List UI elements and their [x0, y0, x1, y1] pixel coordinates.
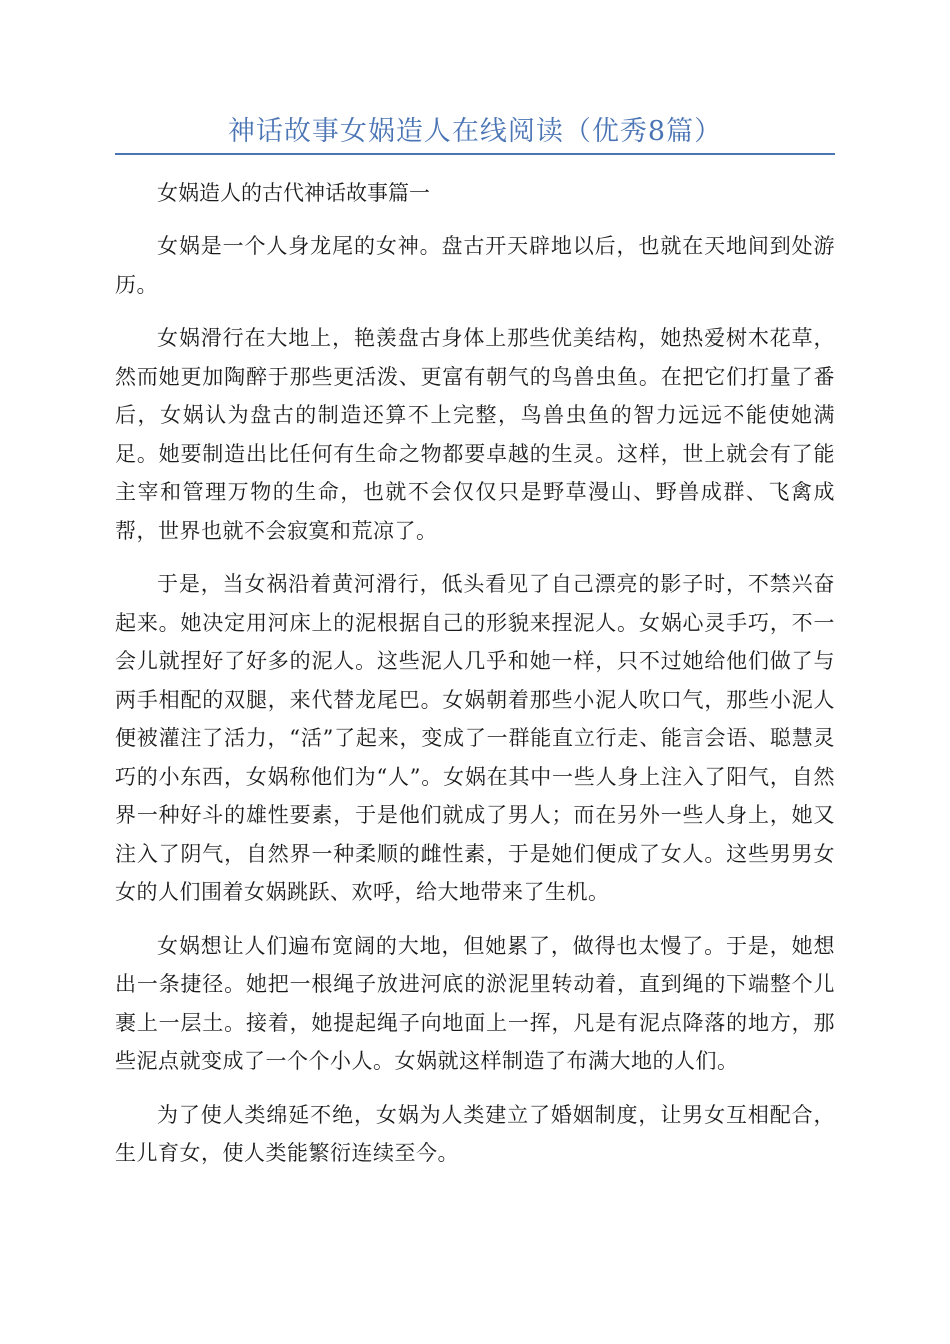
paragraph-5: 为了使人类绵延不绝，女娲为人类建立了婚姻制度，让男女互相配合，生儿育女，使人类能繁衍连续至今。	[115, 1102, 835, 1165]
paragraph-1: 女娲是一个人身龙尾的女神。盘古开天辟地以后，也就在天地间到处游历。	[115, 234, 835, 297]
title-underline	[115, 153, 835, 155]
section-heading: 女娲造人的古代神话故事篇一	[157, 181, 430, 205]
document-body	[115, 174, 835, 1188]
paragraph-4: 女娲想让人们遍布宽阔的大地，但她累了，做得也太慢了。于是，她想出一条捷径。她把一根绳子放进河底的淤泥里转动着，直到绳的下端整个儿裹上一层土。接着，她提起绳子向地面上一挥，凡是有泥点降落的地方，那些泥点就变成了一个个小人。女娲就这样制造了布满大地的人们。	[115, 933, 835, 1073]
page-title: 神话故事女娲造人在线阅读（优秀8篇）	[227, 116, 723, 147]
paragraph-2: 女娲滑行在大地上，艳羡盘古身体上那些优美结构，她热爱树木花草，然而她更加陶醉于那些更活泼、更富有朝气的鸟兽虫鱼。在把它们打量了番后，女娲认为盘古的制造还算不上完整，鸟兽虫鱼的智力远远不能使她满足。她要制造出比任何有生命之物都要卓越的生灵。这样，世上就会有了能主宰和管理万物的生命，也就不会仅仅只是野草漫山、野兽成群、飞禽成帮，世界也就不会寂寞和荒凉了。	[115, 326, 835, 543]
paragraph-3: 于是，当女祸沿着黄河滑行，低头看见了自己漂亮的影子时，不禁兴奋起来。她决定用河床上的泥根据自己的形貌来捏泥人。女娲心灵手巧，不一会儿就捏好了好多的泥人。这些泥人几乎和她一样，只不过她给他们做了与两手相配的双腿，来代替龙尾巴。女娲朝着那些小泥人吹口气，那些小泥人便被灌注了活力，“活”了起来，变成了一群能直立行走、能言会语、聪慧灵巧的小东西，女娲称他们为“人”。女娲在其中一些人身上注入了阳气，自然界一种好斗的雄性要素，于是他们就成了男人；而在另外一些人身上，她又注入了阴气，自然界一种柔顺的雌性素，于是她们便成了女人。这些男男女女的人们围着女娲跳跃、欢呼，给大地带来了生机。	[115, 572, 835, 904]
